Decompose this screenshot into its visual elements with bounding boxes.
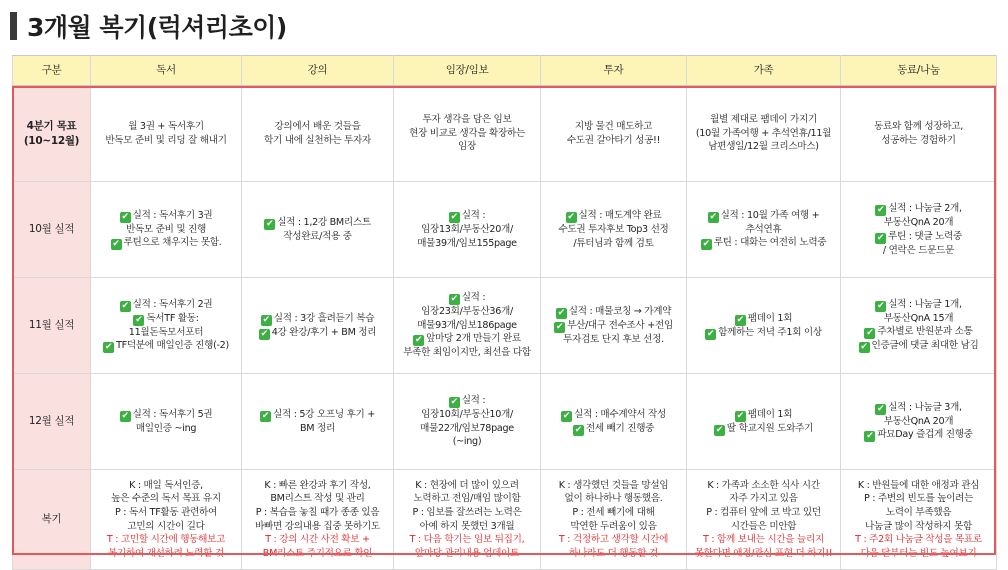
cell-text: 성공하는 경험하기	[881, 134, 956, 146]
try-line	[245, 547, 390, 561]
check-mark-icon: ✔	[709, 211, 717, 222]
cell-line	[844, 401, 993, 415]
check-mark-icon: ✔	[557, 307, 565, 318]
try-line	[397, 533, 537, 547]
cell-text: 작성완료/적용 중	[283, 230, 352, 242]
try-line	[690, 547, 837, 561]
cell-line	[690, 236, 837, 250]
check-mark-icon: ✔	[262, 314, 270, 325]
cell-line	[94, 120, 238, 134]
cell-line	[245, 506, 390, 520]
cell-nov-lecture	[242, 278, 394, 374]
cell-line	[844, 339, 993, 353]
cell-text: 딸 학교지원 도와주기	[726, 422, 814, 434]
cell-text: 노력하고 전임/매임 많이함	[413, 493, 521, 505]
cell-text: 앞마당 관리내용 업데이트	[414, 547, 520, 559]
cell-line	[544, 492, 683, 506]
cell-dec-lecture	[242, 374, 394, 470]
cell-text: 투자 생각을 담은 임보	[422, 114, 512, 126]
cell-line	[844, 479, 993, 493]
row-label-text: 10월 실적	[28, 223, 75, 235]
header-reading: 독서	[91, 56, 242, 86]
check-mark-icon: ✔	[450, 294, 458, 305]
cell-review-investment	[541, 470, 687, 570]
row-label-text: 11월 실적	[28, 319, 75, 331]
cell-line	[544, 209, 683, 223]
cell-line	[544, 520, 683, 534]
row-label-text: 4분기 목표	[26, 119, 77, 132]
cell-text: P : 주변의 빈도를 높이려는	[863, 493, 974, 505]
table-row-nov	[13, 278, 997, 374]
cell-line	[544, 479, 683, 493]
check-mark-icon: ✔	[121, 410, 129, 421]
cell-line	[94, 520, 238, 534]
cell-text: 실적 : 매도계약 완료	[578, 209, 662, 221]
cell-text: P : 독서 TF활동 관련하여	[115, 506, 217, 518]
cell-line	[94, 339, 238, 353]
cell-line	[844, 506, 993, 520]
cell-text: 현장 비교로 생각을 확장하는	[409, 127, 525, 139]
cell-line	[94, 422, 238, 436]
cell-text: (10월 가족여행 + 추석연휴/11월	[695, 127, 832, 139]
cell-text: P : 임보를 잘쓰려는 노력은	[412, 506, 522, 518]
check-mark-icon: ✔	[736, 314, 744, 325]
cell-text: 실적 : 10월 가족 여행 +	[720, 209, 820, 221]
cell-text: 실적 : 나눔글 1개,	[888, 298, 962, 310]
cell-line	[690, 422, 837, 436]
cell-text: T : 주2회 나눔글 작성을 목표로	[855, 534, 982, 546]
cell-text: P : 전세 빼기에 대해	[572, 506, 655, 518]
row-label-oct	[13, 182, 91, 278]
cell-text: 실적 : 1,2강 BM리스트	[277, 216, 371, 228]
check-mark-icon: ✔	[260, 328, 268, 339]
table-row-goal	[13, 86, 997, 182]
cell-line	[94, 312, 238, 326]
cell-text: 전세 빼기 진행중	[585, 422, 655, 434]
cell-text: 자주 가지고 있음	[729, 493, 798, 505]
cell-line	[544, 237, 683, 251]
cell-text: 수도권 투자후보 Top3 선정	[558, 223, 669, 235]
cell-text: 임장	[458, 141, 476, 153]
check-mark-icon: ✔	[876, 232, 885, 243]
cell-dec-family	[687, 374, 841, 470]
cell-line	[397, 492, 537, 506]
try-line	[94, 547, 238, 561]
cell-line	[544, 333, 683, 347]
cell-text: 추석연휴	[745, 223, 782, 235]
cell-review-colleagues	[841, 470, 997, 570]
cell-text: T : 함께 보내는 시간을 늘리지	[703, 534, 824, 546]
table-row-dec	[13, 374, 997, 470]
check-mark-icon: ✔	[414, 335, 423, 346]
cell-line	[245, 479, 390, 493]
cell-line	[94, 134, 238, 148]
cell-text: / 연락은 드문드문	[882, 244, 955, 256]
cell-text: 바빠면 강의내용 집중 못하기도	[255, 520, 380, 532]
cell-text: 함께하는 저녁 주1회 이상	[718, 326, 822, 338]
review-table	[12, 55, 997, 570]
cell-line	[245, 230, 390, 244]
cell-goal-field-survey	[394, 86, 541, 182]
cell-line	[94, 492, 238, 506]
cell-line	[690, 506, 837, 520]
cell-line	[544, 319, 683, 333]
cell-text: 반독모 준비 및 진행	[126, 223, 206, 235]
cell-nov-field-survey	[394, 278, 541, 374]
cell-text: 앞마당 2개 만들기 완료	[426, 333, 521, 345]
cell-line	[844, 428, 993, 442]
cell-text: 수도권 갈아타기 성공!!	[566, 134, 661, 146]
cell-text: 부동산QnA 15개	[883, 312, 954, 324]
cell-text: K : 현장에 더 많이 있으려	[415, 479, 519, 491]
check-mark-icon: ✔	[135, 314, 143, 325]
cell-line	[245, 492, 390, 506]
cell-line	[690, 127, 837, 141]
cell-text: 팸데이 1회	[747, 312, 793, 324]
cell-line	[94, 209, 238, 223]
cell-line	[690, 492, 837, 506]
cell-line	[94, 506, 238, 520]
cell-dec-colleagues	[841, 374, 997, 470]
cell-line	[844, 120, 993, 134]
cell-nov-family	[687, 278, 841, 374]
cell-text: 실적 : 매수계약서 작성	[574, 408, 666, 420]
cell-text: 지방 물건 매도하고	[574, 120, 653, 132]
cell-line	[397, 223, 537, 237]
cell-text: 팸데이 1회	[747, 408, 793, 420]
cell-text: 높은 수준의 독서 목표 유지	[111, 493, 221, 505]
cell-text: P : 복습을 놓칠 때가 종종 있음	[255, 506, 380, 518]
try-line	[397, 547, 537, 561]
cell-text: 임장23회/부동산36개/	[421, 306, 513, 318]
cell-text: 임장10회/부동산10개/	[421, 409, 513, 421]
cell-line	[844, 520, 993, 534]
cell-line	[844, 325, 993, 339]
cell-line	[94, 223, 238, 237]
cell-text: 아예 하지 못했던 3개월	[419, 520, 515, 532]
cell-nov-reading	[91, 278, 242, 374]
check-mark-icon: ✔	[574, 424, 582, 435]
title-accent-bar	[10, 12, 17, 40]
cell-text: BM리스트 주기적으로 확인	[262, 547, 373, 559]
check-mark-icon: ✔	[715, 424, 724, 435]
header-lecture: 강의	[242, 56, 394, 86]
cell-text: (~ing)	[452, 436, 482, 448]
cell-text: 남편생일/12월 크리스마스)	[708, 141, 819, 153]
cell-text: K : 빠른 완강과 후기 작성,	[264, 479, 371, 491]
cell-dec-investment	[541, 374, 687, 470]
cell-text: T : 강의 시간 사전 확보 +	[265, 534, 370, 546]
check-mark-icon: ✔	[877, 204, 885, 215]
check-mark-icon: ✔	[877, 300, 885, 311]
cell-line	[690, 479, 837, 493]
cell-text: 매물39개/임보155page	[417, 237, 517, 249]
header-investment: 투자	[541, 56, 687, 86]
cell-dec-field-survey	[394, 374, 541, 470]
cell-text: /튜터님과 함께 검토	[573, 237, 654, 249]
cell-text: BM리스트 작성 및 관리	[270, 493, 365, 505]
check-mark-icon: ✔	[736, 410, 744, 421]
try-line	[844, 533, 993, 547]
cell-oct-lecture	[242, 182, 394, 278]
check-mark-icon: ✔	[866, 431, 874, 442]
cell-review-lecture	[242, 470, 394, 570]
cell-review-reading	[91, 470, 242, 570]
cell-line	[245, 216, 390, 230]
cell-text: 월 3권 + 독서후기	[128, 120, 204, 132]
cell-nov-colleagues	[841, 278, 997, 374]
cell-text: 4강 완강/후기 + BM 정리	[271, 326, 377, 338]
try-line	[544, 533, 683, 547]
check-mark-icon: ✔	[104, 342, 113, 353]
cell-line	[544, 422, 683, 436]
cell-text: 실적 : 나눔글 2개,	[888, 202, 962, 214]
cell-line	[844, 216, 993, 230]
check-mark-icon: ✔	[877, 403, 885, 414]
cell-text: T : 다음 학기는 임보 뒤집기,	[409, 534, 525, 546]
cell-goal-lecture	[242, 86, 394, 182]
cell-goal-colleagues	[841, 86, 997, 182]
check-mark-icon: ✔	[261, 410, 270, 421]
cell-line	[397, 140, 537, 154]
check-mark-icon: ✔	[450, 397, 458, 408]
cell-line	[397, 209, 537, 223]
cell-line	[397, 479, 537, 493]
cell-text: BM 정리	[300, 422, 335, 434]
row-label-text: (10~12월)	[23, 134, 80, 147]
cell-text: 파묘Day 즐겁게 진행중	[877, 429, 973, 441]
cell-text: 인증글에 댓글 최대한 남김	[871, 340, 979, 352]
cell-text: 월별 제대로 팸데이 가지기	[710, 114, 817, 126]
check-mark-icon: ✔	[567, 211, 575, 222]
cell-oct-family	[687, 182, 841, 278]
check-mark-icon: ✔	[860, 342, 868, 353]
cell-text: 하나라도 더 행동할 것	[569, 547, 658, 559]
cell-text: 시간들은 미안함	[730, 520, 797, 532]
try-line	[690, 533, 837, 547]
cell-text: 투자검토 단지 후보 선정.	[563, 333, 664, 345]
cell-line	[544, 506, 683, 520]
cell-line	[544, 408, 683, 422]
cell-text: 복기하여 개선하려 노력할 것	[108, 547, 224, 559]
check-mark-icon: ✔	[112, 239, 120, 250]
header-colleagues: 동료/나눔	[841, 56, 997, 86]
header-family: 가족	[687, 56, 841, 86]
cell-line	[245, 120, 390, 134]
cell-line	[844, 230, 993, 244]
cell-line	[397, 332, 537, 346]
cell-text: 못한다면 애정/관심 표현 더 하기!!	[694, 547, 833, 559]
row-label-review	[13, 470, 91, 570]
check-mark-icon: ✔	[866, 328, 874, 339]
cell-text: 실적 : 3강 흘려듣기 복습	[273, 312, 375, 324]
row-label-text: 12월 실적	[28, 415, 75, 427]
cell-dec-reading	[91, 374, 242, 470]
cell-line	[397, 127, 537, 141]
try-line	[544, 547, 683, 561]
page-title: 3개월 복기(럭셔리초이)	[27, 13, 287, 42]
cell-line	[544, 305, 683, 319]
check-mark-icon: ✔	[562, 410, 571, 421]
cell-line	[397, 408, 537, 422]
cell-line	[94, 479, 238, 493]
cell-oct-investment	[541, 182, 687, 278]
cell-text: 실적 : 독서후기 5권	[132, 408, 213, 420]
cell-review-family	[687, 470, 841, 570]
cell-line	[544, 223, 683, 237]
cell-text: 학기 내에 실천하는 투자자	[264, 134, 371, 146]
cell-text: 부동산QnA 20개	[883, 415, 954, 427]
cell-text: 노력이 부족했음	[885, 506, 952, 518]
check-mark-icon: ✔	[121, 300, 129, 311]
cell-line	[245, 312, 390, 326]
cell-text: 매일인증 ~ing	[135, 422, 197, 434]
cell-line	[544, 120, 683, 134]
header-row	[13, 56, 997, 86]
header-category: 구분	[13, 56, 91, 86]
row-label-text: 복기	[41, 513, 62, 525]
cell-line	[245, 422, 390, 436]
cell-line	[690, 209, 837, 223]
cell-line	[397, 394, 537, 408]
cell-text: 다음 달부터는 빈도 높여보기	[860, 547, 977, 559]
cell-text: T : 고민할 시간에 행동해보고	[106, 534, 226, 546]
cell-text: K : 생각했던 것들을 망설임	[558, 479, 669, 491]
cell-line	[397, 291, 537, 305]
table-row-oct	[13, 182, 997, 278]
cell-text: 임장13회/부동산20개/	[421, 223, 513, 235]
try-line	[94, 533, 238, 547]
cell-line	[245, 520, 390, 534]
cell-oct-colleagues	[841, 182, 997, 278]
cell-text: 강의에서 배운 것들을	[274, 120, 361, 132]
check-mark-icon: ✔	[702, 239, 710, 250]
cell-line	[844, 415, 993, 429]
cell-text: 나눔글 많이 작성하지 못함	[865, 520, 972, 532]
cell-text: TF덕분에 매일인증 진행(-2)	[116, 340, 229, 352]
cell-review-field-survey	[394, 470, 541, 570]
cell-line	[94, 408, 238, 422]
cell-text: K : 가족과 소소한 식사 시간	[707, 479, 820, 491]
cell-line	[397, 305, 537, 319]
row-label-goal	[13, 86, 91, 182]
cell-line	[397, 506, 537, 520]
cell-text: 반독모 준비 및 리딩 잘 해내기	[105, 134, 227, 146]
cell-line	[397, 520, 537, 534]
cell-line	[844, 134, 993, 148]
try-line	[844, 547, 993, 561]
cell-line	[690, 520, 837, 534]
cell-text: 루틴 : 댓글 노력중	[888, 230, 962, 242]
cell-line	[690, 140, 837, 154]
cell-text: 루틴으로 채우지는 못함.	[123, 237, 222, 249]
check-mark-icon: ✔	[266, 218, 274, 229]
cell-line	[245, 326, 390, 340]
cell-line	[844, 298, 993, 312]
check-mark-icon: ✔	[707, 328, 715, 339]
cell-line	[690, 326, 837, 340]
cell-text: 실적 : 독서후기 2권	[132, 298, 213, 310]
cell-text: 부산/대구 전수조사 +전임	[567, 319, 673, 331]
cell-text: 실적 : 5강 오프닝 후기 +	[273, 408, 375, 420]
cell-oct-field-survey	[394, 182, 541, 278]
cell-goal-family	[687, 86, 841, 182]
cell-line	[844, 244, 993, 258]
cell-line	[397, 237, 537, 251]
page-header	[10, 8, 287, 44]
cell-line	[690, 408, 837, 422]
cell-line	[844, 312, 993, 326]
cell-text: 독서TF 활동:	[146, 312, 199, 324]
cell-text: K : 반원들에 대한 애정과 관심	[857, 479, 980, 491]
header-field-survey: 임장/임보	[394, 56, 541, 86]
cell-text: 매물22개/임보78page	[420, 422, 514, 434]
row-label-nov	[13, 278, 91, 374]
cell-line	[397, 319, 537, 333]
row-label-dec	[13, 374, 91, 470]
cell-text: 동료와 함께 성장하고,	[874, 120, 963, 132]
cell-text: 실적 :	[461, 209, 486, 221]
cell-line	[397, 346, 537, 360]
cell-text: 주차별로 반원분과 소통	[877, 326, 973, 338]
cell-text: 부족한 최임이지만, 최선을 다함	[403, 347, 531, 359]
cell-text: 없이 하나하나 행동했음.	[564, 493, 663, 505]
cell-text: 실적 : 독서후기 3권	[132, 209, 213, 221]
cell-text: 실적 : 매물코칭 → 가계약	[568, 305, 672, 317]
cell-line	[397, 113, 537, 127]
cell-text: T : 걱정하고 생각할 시간에	[558, 534, 669, 546]
check-mark-icon: ✔	[121, 211, 129, 222]
cell-oct-reading	[91, 182, 242, 278]
check-mark-icon: ✔	[450, 211, 458, 222]
cell-line	[94, 298, 238, 312]
cell-line	[94, 326, 238, 340]
cell-goal-reading	[91, 86, 242, 182]
cell-line	[397, 435, 537, 449]
table-row-review	[13, 470, 997, 570]
cell-nov-investment	[541, 278, 687, 374]
cell-line	[844, 492, 993, 506]
cell-line	[245, 408, 390, 422]
check-mark-icon: ✔	[555, 321, 564, 332]
cell-text: 막연한 두려움이 있음	[570, 520, 657, 532]
cell-text: 매물93개/임보186page	[417, 319, 517, 331]
cell-line	[245, 134, 390, 148]
cell-text: 실적 : 나눔글 3개,	[888, 401, 962, 413]
cell-text: K : 매일 독서인증,	[129, 479, 203, 491]
cell-text: 부동산QnA 20개	[883, 216, 954, 228]
cell-text: 실적 :	[461, 395, 486, 407]
cell-line	[690, 113, 837, 127]
cell-line	[690, 223, 837, 237]
cell-text: 실적 :	[461, 292, 486, 304]
cell-text: P : 컴퓨터 앞에 코 박고 있던	[706, 506, 821, 518]
cell-line	[844, 202, 993, 216]
cell-line	[397, 422, 537, 436]
cell-text: 고민의 시간이 길다	[127, 520, 205, 532]
try-line	[245, 533, 390, 547]
cell-line	[544, 134, 683, 148]
cell-line	[94, 236, 238, 250]
cell-line	[690, 312, 837, 326]
cell-text: 11월돈독모서포터	[128, 326, 204, 338]
cell-goal-investment	[541, 86, 687, 182]
cell-text: 루틴 : 대화는 여전히 노력중	[713, 237, 827, 249]
